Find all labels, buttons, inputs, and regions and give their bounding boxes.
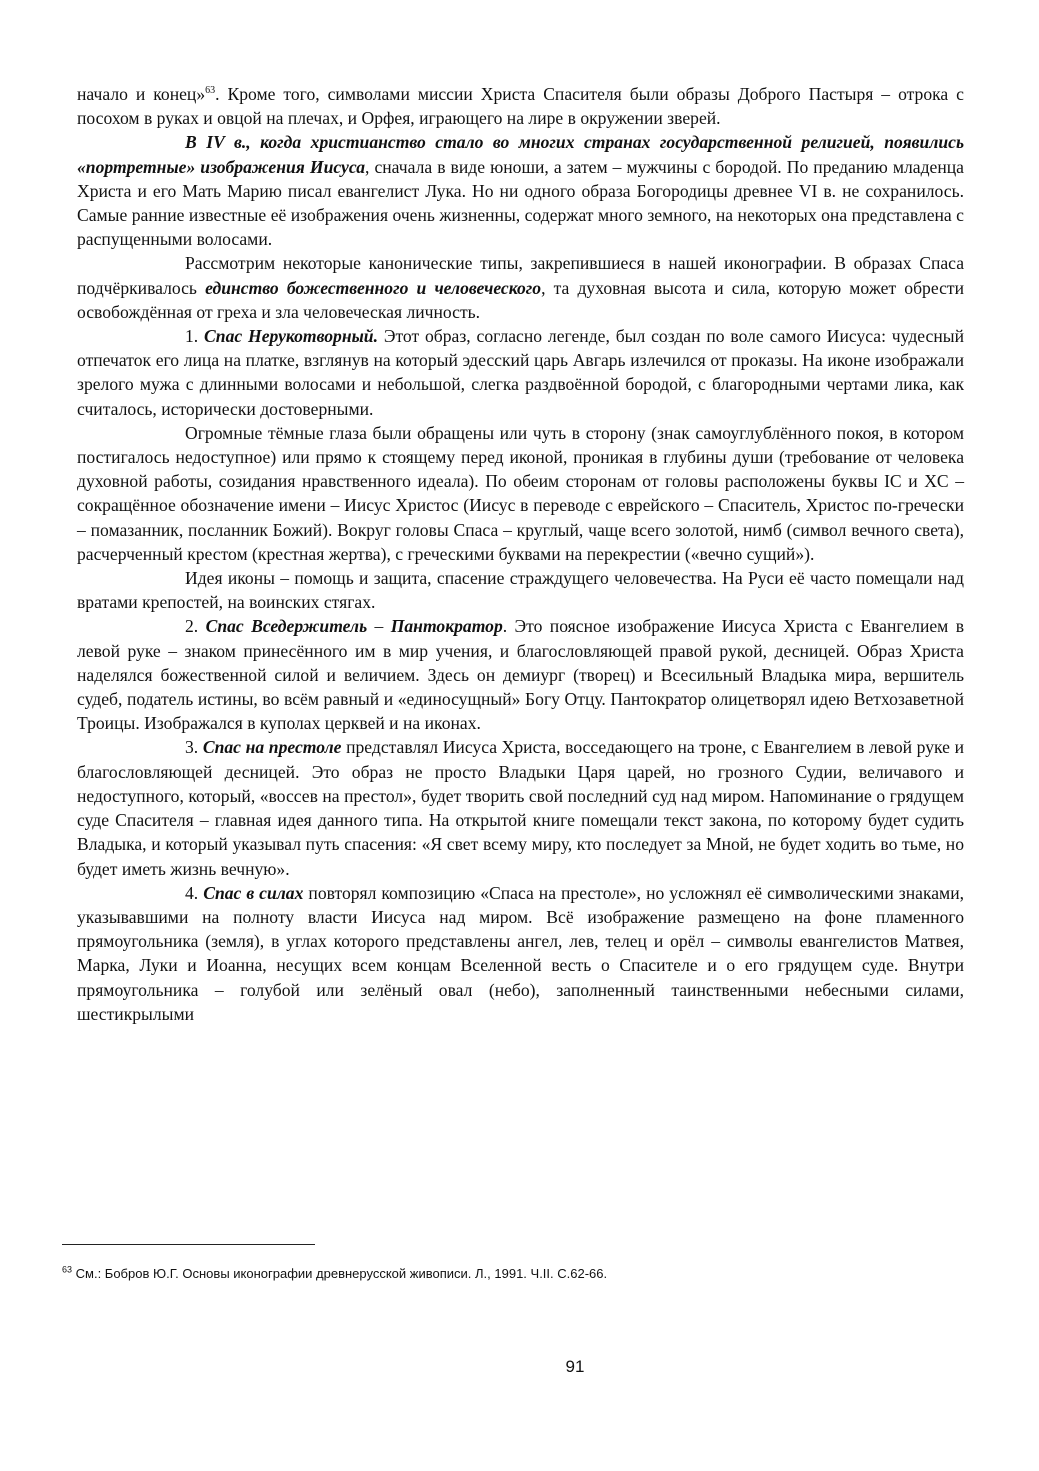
emphasis-text: В IV в., когда христианство стало во многих странах государственной религией, появились «портретные» изображения Иисуса bbox=[77, 132, 964, 177]
icon-type-heading: Спас в силах bbox=[203, 882, 304, 903]
paragraph-7: 2. Спас Вседержитель – Пантократор. Это поясное изображение Иисуса Христа с Евангелием в левой руке – знаком принесённого им в мир учения, и благословляющей правой рукой, десницей. Образ Христа наделялся божественной силой и величием. Здесь он демиург (творец) и Всесильный Владыка мира, вершитель судеб, податель истины, во всём равный и «единосущный» Богу Отцу. Пантократор олицетворял идею Ветхозаветной Троицы. Изображался в куполах церквей и на иконах. bbox=[77, 616, 965, 734]
icon-type-heading: Спас Нерукотворный. bbox=[204, 326, 378, 347]
footnote bbox=[62, 1265, 962, 1283]
paragraph-8: 3. Спас на престоле представлял Иисуса Христа, восседающего на троне, с Евангелием в левой руке и благословляющей десницей. Это образ не просто Владыки Царя царей, но грозного Судии, величавого и недоступного, который, «воссев на престол», будет творить свой последний суд над миром. Напоминание о грядущем суде Спасителя – главная идея данного типа. На открытой книге помещали текст закона, по которому будет судить Владыка, и который указывал путь спасения: «Я свет всему миру, кто последует за Мной, не будет ходить во тьме, но будет иметь жизнь вечную». bbox=[77, 737, 965, 879]
icon-type-heading: Спас Вседержитель bbox=[205, 616, 368, 637]
paragraph-2: В IV в., когда христианство стало во многих странах государственной религией, появились «портретные» изображения Иисуса, сначала в виде юноши, а затем – мужчины с бородой. По преданию младенца Христа и его Мать Марию писал евангелист Лука. Но ни одного образа Богородицы древнее VI в. не сохранилось. Самые ранние известные её изображения очень жизненны, содержат много земного, на некоторых она представлена с распущенными волосами. bbox=[77, 132, 964, 250]
paragraph-6: Идея иконы – помощь и защита, спасение страждущего человечества. На Руси её часто помещали над вратами крепостей, на воинских стягах. bbox=[77, 568, 964, 613]
footnote-divider bbox=[62, 1244, 315, 1245]
paragraph-4: 1. Спас Нерукотворный. Этот образ, согласно легенде, был создан по воле самого Иисуса: чудесный отпечаток его лица на платке, взглянув на который эдесский царь Авгарь излечился от проказы. На иконе изображали зрелого мужа с длинными волосами и небольшой, слегка раздвоённой бородой, с благородными чертами лика, как считалось, исторически достоверными. bbox=[77, 326, 964, 419]
footnote-reference[interactable]: 63 bbox=[205, 85, 216, 97]
footnote-text: См.: Бобров Ю.Г. Основы иконографии древнерусской живописи. Л., 1991. Ч.II. С.62-66. bbox=[72, 1266, 608, 1281]
main-text bbox=[77, 82, 964, 1026]
footnote-number: 63 bbox=[62, 1264, 73, 1275]
paragraph-1: начало и конец»$^{63}$. Кроме того, символами миссии Христа Спасителя были образы Доброго Пастыря – отрока с посохом в руках и овцой на плечах, и Орфея, играющего на лире в окружении зверей. bbox=[77, 84, 964, 129]
paragraph-3: Рассмотрим некоторые канонические типы, закрепившиеся в нашей иконографии. В образах Спаса подчёркивалось единство божественного и человеческого, та духовная высота и сила, которую может обрести освобождённая от греха и зла человеческая личность. bbox=[77, 253, 964, 322]
emphasis-text: единство божественного и человеческого bbox=[205, 277, 542, 298]
page-number: 91 bbox=[565, 1357, 585, 1376]
icon-type-heading: Пантократор bbox=[390, 616, 503, 637]
paragraph-9: 4. Спас в силах повторял композицию «Спаса на престоле», но усложнял её символическими знаками, указывавшими на полноту власти Иисуса над миром. Всё изображение размещено на фоне пламенного прямоугольника (земля), в углах которого представлены ангел, лев, телец и орёл – символы евангелистов Матвея, Марка, Луки и Иоанна, несущих всем концам Вселенной весть о Спасителе и о его грядущем суде. Внутри прямоугольника – голубой или зелёный овал (небо), заполненный таинственными небесными силами, шестикрылыми bbox=[77, 882, 965, 1024]
paragraph-5: Огромные тёмные глаза были обращены или чуть в сторону (знак самоуглублённого покоя, в котором постигалось недоступное) или прямо к стоящему перед иконой, проникая в глубины души (требование от человека духовной работы, созидания нравственного идеала). По обеим сторонам от головы расположены буквы IC и XC – сокращённое обозначение имени – Иисус Христос (Иисус в переводе с еврейского – Спаситель, Христос по-гречески – помазанник, посланник Божий). Вокруг головы Спаса – круглый, чаще всего золотой, нимб (символ вечного света), расчерченный крестом (крестная жертва), с греческими буквами на перекрестии («вечно сущий»). bbox=[77, 422, 964, 564]
icon-type-heading: Спас на престоле bbox=[202, 737, 342, 758]
